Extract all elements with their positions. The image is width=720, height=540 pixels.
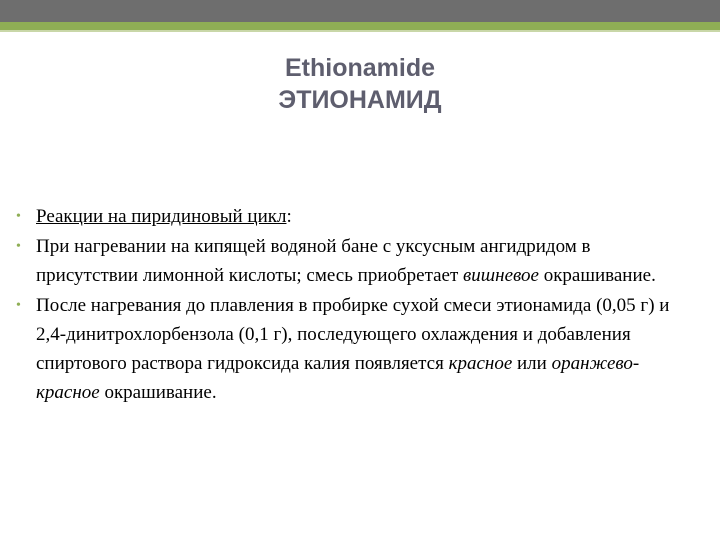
title-english: Ethionamide [284,54,435,82]
bullet-text-part: : [286,206,292,227]
top-bar [0,0,720,22]
bullet-icon: • [16,298,21,313]
bullet-icon: • [16,209,21,224]
bullet-text-part: окрашивание. [538,265,656,286]
slide-title [0,52,720,116]
bullet-text-part: или [512,353,552,374]
bullet-item [16,232,696,290]
bullet-text-part: красное [448,353,513,374]
bullet-text-part: При нагревании на кипящей водяной бане с уксусным ангидридом в присутствии лимонной кислоты; смесь приобретает [36,236,591,286]
bullet-text-part: После нагревания до плавления в пробирке сухой смеси этионамида (0,05 г) и 2,4-динитрохлорбензола (0,1 г), последующего охлаждения и добавления спиртового раствора гидроксида калия появляется [36,295,670,374]
bullet-text-part: окрашивание. [99,382,217,403]
bullet-icon: • [16,239,21,254]
bullet-item [16,202,696,231]
accent-line [0,22,720,30]
bullet-item [16,291,696,407]
bullet-list [16,202,696,408]
bullet-text-part: Реакции на пиридиновый цикл [36,206,287,227]
bullet-text-part: вишневое [463,265,539,286]
title-russian: ЭТИОНАМИД [278,86,442,114]
bullet-text-part: оранжево-красное [36,353,640,403]
